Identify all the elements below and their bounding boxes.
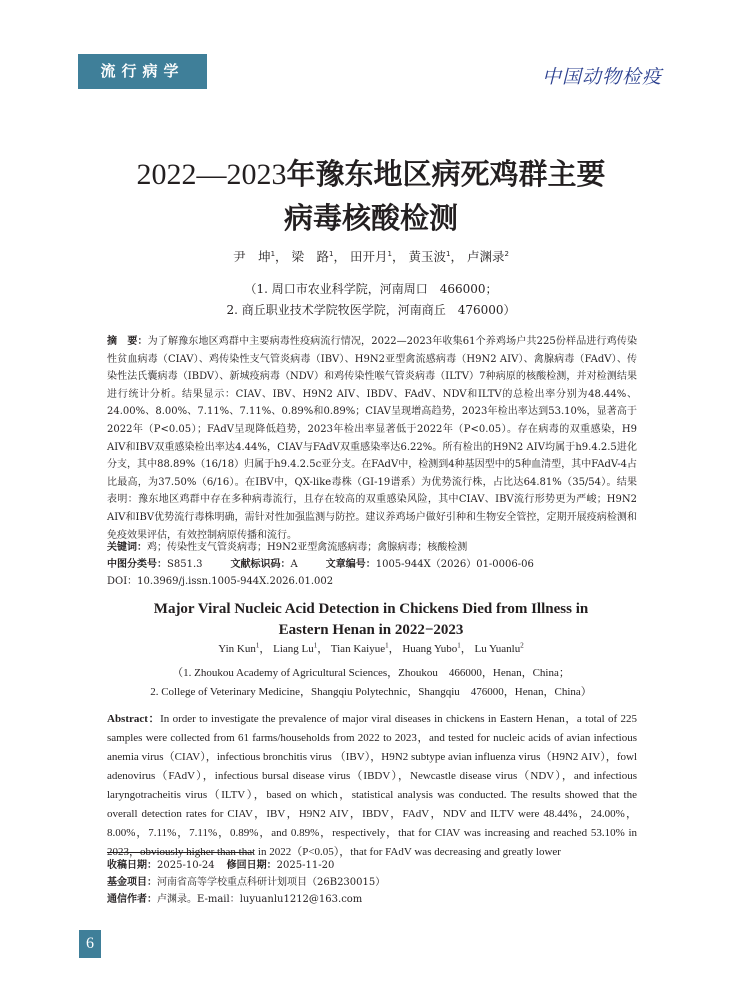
footnote-dates <box>107 858 334 874</box>
article-no-value: 1005-944X（2026）01-0006-06 <box>375 559 534 570</box>
title-en-line1: Major Viral Nucleic Acid Detection in Chickens Died from Illness in <box>153 601 589 617</box>
abstract-en-text: In order to investigate the prevalence of major viral diseases in chickens in Eastern Henan，a total of 225 samples were collected from 61 farms/households from 2022 to 2023，and tested for nucleic acids of avian infectious anemia virus（CIAV），infectious bronchitis virus （IBV），H9N2 subtype avian influenza virus（H9N2 AIV），fowl adenovirus（FAdV），infectious bursal disease virus（IBDV），Newcastle disease virus（NDV），and infectious laryngotracheitis virus（ILTV），based on which，statistical analysis was conducted. The results showed that the overall detection rates for CIAV，IBV，H9N2 AIV，IBDV，FAdV，NDV and ILTV were 48.44%，24.00%，8.00%，7.11%，7.11%，0.89%，and 0.89%，respectively，that for CIAV was increasing and reached 53.10% in 2023，obviously higher than that in 2022（P<0.05），that for FAdV was decreasing and greatly lower <box>107 713 638 858</box>
author-aff: 2 <box>520 641 524 650</box>
corresponding-value: 卢渊录。E-mail：luyuanlu1212@163.com <box>157 894 363 905</box>
abstract-cn <box>107 333 637 544</box>
page-number: 6 <box>79 930 101 958</box>
clc-label: 中图分类号： <box>107 559 167 570</box>
author-cn: 田开月 <box>350 249 388 264</box>
affiliation-en-1: （1. Zhoukou Academy of Agricultural Sciences，Zhoukou 466000，Henan，China； <box>172 667 570 679</box>
abstract-en <box>107 710 637 862</box>
affiliations-en <box>0 664 742 702</box>
authors-cn: 尹 坤$^1$， 梁 路$^1$， 田开月$^1$， 黄玉波$^1$， 卢渊录$^2$ <box>233 249 509 264</box>
revised-label: 修回日期： <box>226 860 277 871</box>
author-aff: 1 <box>385 641 389 650</box>
author-aff: 1 <box>313 641 318 650</box>
author-en: Liang Lu <box>273 643 314 655</box>
author-aff: 1 <box>457 641 461 650</box>
classification-line <box>107 557 534 573</box>
author-aff: 1 <box>255 641 260 650</box>
author-cn: 黄玉波 <box>408 249 446 264</box>
fund-value: 河南省高等学校重点科研计划项目（26B230015） <box>157 877 386 888</box>
author-en: Huang Yubo <box>402 643 458 655</box>
title-cn-text2: 病毒核酸检测 <box>283 201 458 235</box>
section-tag: 流行病学 <box>78 54 207 89</box>
author-en: Lu Yuanlu <box>474 643 521 655</box>
footnote-fund <box>107 875 385 891</box>
doc-code-label: 文献标识码： <box>230 559 291 570</box>
doi: DOI：10.3969/j.issn.1005-944X.2026.01.002 <box>107 576 334 587</box>
affiliation-cn-2: 2. 商丘职业技术学院牧医学院，河南商丘 476000） <box>226 303 516 317</box>
author-aff: 1 <box>329 249 334 258</box>
keywords-cn <box>107 540 467 556</box>
author-aff: 2 <box>504 249 509 258</box>
affiliation-en-2: 2. College of Veterinary Medicine，Shangqiu Polytechnic，Shangqiu 476000，Henan，China） <box>150 686 592 698</box>
received-value: 2025-10-24 <box>157 860 215 871</box>
authors-en: Yin Kun$^1$， Liang Lu$^1$， Tian Kaiyue$^1$， Huang Yubo$^1$， Lu Yuanlu$^2$ <box>218 641 524 655</box>
clc-value: S851.3 <box>167 559 203 570</box>
author-en: Tian Kaiyue <box>330 643 386 655</box>
journal-logo: 中国动物检疫 <box>541 66 662 88</box>
article-no-label: 文章编号： <box>325 559 376 570</box>
title-en-line2: Eastern Henan in 2022−2023 <box>278 622 464 638</box>
author-cn: 尹 坤 <box>233 249 271 264</box>
author-cn: 梁 路 <box>291 249 330 264</box>
revised-value: 2025-11-20 <box>276 860 335 871</box>
author-cn: 卢渊录 <box>466 249 505 264</box>
author-aff: 1 <box>270 249 276 258</box>
footnote-divider <box>107 852 253 853</box>
affiliation-cn-1: （1. 周口市农业科学院，河南周口 466000； <box>244 282 498 296</box>
fund-label: 基金项目： <box>107 877 157 888</box>
author-en: Yin Kun <box>218 643 256 655</box>
author-aff: 1 <box>387 249 392 258</box>
received-label: 收稿日期： <box>107 860 157 871</box>
abstract-cn-label: 摘 要： <box>107 336 148 347</box>
footnote-corresponding <box>107 892 362 908</box>
abstract-cn-text: 为了解豫东地区鸡群中主要病毒性疫病流行情况，2022—2023年收集61个养鸡场户共225份样品进行鸡传染性贫血病毒（CIAV）、鸡传染性支气管炎病毒（IBV）、H9N2亚型禽流感病毒（H9N2 AIV）、禽腺病毒（FAdV）、传染性法氏囊病毒（IBDV）、新城疫病毒（NDV）和鸡传染性喉气管炎病毒（ILTV）7种病原的核酸检测，并对检测结果进行统计分析。结果显示：CIAV、IBV、H9N2 AIV、IBDV、FAdV、NDV和ILTV的总检出率分别为48.44%、24.00%、8.00%、7.11%、7.11%、0.89%和0.89%；CIAV呈现增高趋势，2023年检出率达到53.10%，显著高于2022年（P<0.05）；FAdV呈现降低趋势，2023年检出率显著低于2022年（P<0.05）。存在病毒的双重感染，H9 AIV和IBV双重感染检出率达4.44%，CIAV与FAdV双重感染率达6.22%。所有检出的H9N2 AIV均属于h9.4.2.5进化分支，其中88.89%（16/18）归属于h9.4.2.5c亚分支。在FAdV中，检测到4种基因型中的5种血清型，其中FAdV-4占比最高，为37.50%（6/16）。在IBV中，QX-like毒株（GI-19谱系）为优势流行株，占比达64.81%（35/54）。结果表明：豫东地区鸡群中存在多种病毒流行，且存在较高的双重感染风险，其中CIAV、IBV流行形势更为严峻；H9N2 AIV和IBV优势流行毒株明确，需针对性加强监测与防控。建议养鸡场户做好引种和生物安全管控，定期开展疫病检测和免疫效果评估，有效控制病原传播和流行。 <box>107 336 637 541</box>
corresponding-label: 通信作者： <box>107 894 157 905</box>
keywords-text: 鸡；传染性支气管炎病毒；H9N2亚型禽流感病毒；禽腺病毒；核酸检测 <box>147 542 468 553</box>
doc-code-value: A <box>290 559 298 570</box>
title-cn-years: 2022—2023 <box>136 158 287 191</box>
author-aff: 1 <box>445 249 451 258</box>
title-en <box>0 599 742 641</box>
title-cn-line1 <box>0 152 742 197</box>
keywords-label: 关键词： <box>107 542 147 553</box>
title-cn-line2 <box>0 196 742 240</box>
title-cn-text1: 年豫东地区病死鸡群主要 <box>286 157 606 191</box>
abstract-en-label: Abstract： <box>107 713 161 725</box>
affiliations-cn <box>0 279 742 321</box>
